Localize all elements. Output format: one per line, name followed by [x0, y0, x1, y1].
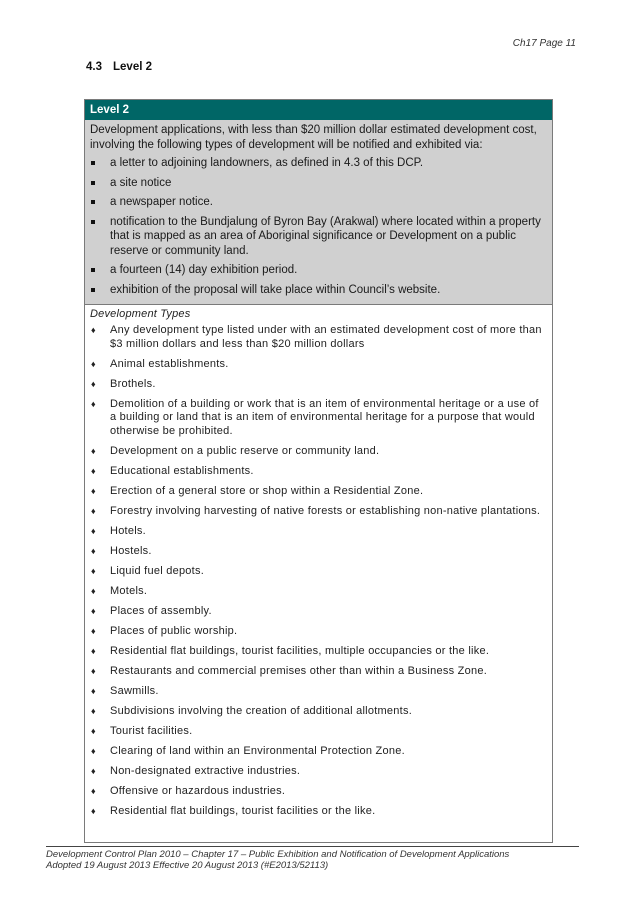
- page-reference: Ch17 Page 11: [512, 38, 576, 49]
- development-type-item: [90, 605, 547, 619]
- notification-text: exhibition of the proposal will take place within Council’s website.: [110, 283, 441, 296]
- footer-line-1: Development Control Plan 2010 – Chapter 17 – Public Exhibition and Notification of Development Applications: [46, 849, 510, 860]
- diamond-bullet-icon: ♦: [91, 445, 96, 456]
- diamond-bullet-icon: ♦: [91, 665, 96, 676]
- development-type-item: [90, 665, 547, 679]
- development-type-item: [90, 645, 547, 659]
- table-header: Level 2: [85, 100, 552, 120]
- notification-item: [90, 195, 547, 210]
- development-type-item: [90, 398, 547, 439]
- development-type-item: [90, 445, 547, 459]
- requirements-intro: Development applications, with less than $20 million dollar estimated development cost, involving the following types of development will be notified and exhibited via:: [90, 124, 537, 151]
- development-type-item: [90, 545, 547, 559]
- diamond-bullet-icon: ♦: [91, 565, 96, 576]
- section-title: Level 2: [113, 61, 152, 73]
- development-type-item: [90, 705, 547, 719]
- development-type-text: Hostels.: [110, 544, 152, 557]
- development-type-text: Subdivisions involving the creation of additional allotments.: [110, 704, 413, 717]
- notification-text: a fourteen (14) day exhibition period.: [110, 264, 298, 276]
- development-type-text: Development on a public reserve or community land.: [110, 444, 380, 457]
- diamond-bullet-icon: ♦: [91, 358, 96, 369]
- diamond-bullet-icon: ♦: [91, 805, 96, 816]
- development-type-item: [90, 485, 547, 499]
- diamond-bullet-icon: ♦: [91, 485, 96, 496]
- development-type-item: [90, 805, 547, 819]
- square-bullet-icon: [91, 161, 95, 165]
- development-type-item: [90, 505, 547, 519]
- diamond-bullet-icon: ♦: [91, 545, 96, 556]
- diamond-bullet-icon: ♦: [91, 505, 96, 516]
- diamond-bullet-icon: ♦: [91, 465, 96, 476]
- footer-line-2: Adopted 19 August 2013 Effective 20 August 2013 (#E2013/52113): [46, 860, 329, 871]
- development-type-text: Residential flat buildings, tourist facilities or the like.: [110, 804, 376, 817]
- development-type-text: Motels.: [110, 584, 148, 597]
- square-bullet-icon: [91, 288, 95, 292]
- page-footer: [46, 849, 509, 871]
- development-type-text: Demolition of a building or work that is an item of environmental heritage or a use of a building or land that is an item of environmental heritage for a purpose that would otherwise be prohibited.: [110, 397, 539, 437]
- notification-text: a newspaper notice.: [110, 196, 213, 208]
- development-types-title: Development Types: [90, 308, 191, 320]
- notification-item: [90, 156, 547, 171]
- development-type-text: Restaurants and commercial premises other than within a Business Zone.: [110, 664, 488, 677]
- development-type-item: [90, 324, 547, 351]
- development-type-text: Educational establishments.: [110, 464, 254, 477]
- development-type-text: Liquid fuel depots.: [110, 564, 205, 577]
- section-number: 4.3: [86, 61, 102, 73]
- notification-text: a letter to adjoining landowners, as defined in 4.3 of this DCP.: [110, 157, 424, 169]
- development-type-item: [90, 565, 547, 579]
- diamond-bullet-icon: ♦: [91, 625, 96, 636]
- development-type-item: [90, 585, 547, 599]
- diamond-bullet-icon: ♦: [91, 585, 96, 596]
- development-type-item: [90, 625, 547, 639]
- diamond-bullet-icon: ♦: [91, 325, 96, 335]
- diamond-bullet-icon: ♦: [91, 645, 96, 656]
- development-type-text: Non-designated extractive industries.: [110, 764, 301, 777]
- development-type-text: Forestry involving harvesting of native forests or establishing non-native plantations.: [110, 504, 541, 517]
- development-type-text: Tourist facilities.: [110, 724, 193, 737]
- development-type-item: [90, 465, 547, 479]
- development-type-item: [90, 525, 547, 539]
- diamond-bullet-icon: ♦: [91, 398, 96, 409]
- notification-item: [90, 215, 547, 259]
- development-type-text: Clearing of land within an Environmental Protection Zone.: [110, 744, 405, 757]
- diamond-bullet-icon: ♦: [91, 378, 96, 389]
- diamond-bullet-icon: ♦: [91, 765, 96, 776]
- development-type-item: [90, 358, 547, 372]
- development-type-item: [90, 725, 547, 739]
- development-type-text: Offensive or hazardous industries.: [110, 784, 286, 797]
- diamond-bullet-icon: ♦: [91, 605, 96, 616]
- development-type-item: [90, 745, 547, 759]
- notification-text: notification to the Bundjalung of Byron Bay (Arakwal) where located within a property that is mapped as an area of Aboriginal significance or Development on a public reserve or community land.: [110, 215, 541, 257]
- development-types-list: [90, 324, 547, 818]
- notification-item: [90, 176, 547, 191]
- development-type-text: Residential flat buildings, tourist facilities, multiple occupancies or the like.: [110, 644, 490, 657]
- square-bullet-icon: [91, 268, 95, 272]
- square-bullet-icon: [91, 200, 95, 204]
- development-type-text: Brothels.: [110, 377, 156, 390]
- development-type-item: [90, 378, 547, 392]
- section-heading: [86, 61, 152, 73]
- notification-list: [90, 156, 547, 297]
- diamond-bullet-icon: ♦: [91, 745, 96, 756]
- square-bullet-icon: [91, 181, 95, 185]
- square-bullet-icon: [91, 220, 95, 224]
- development-type-text: Animal establishments.: [110, 357, 229, 370]
- development-type-item: [90, 765, 547, 779]
- diamond-bullet-icon: ♦: [91, 725, 96, 736]
- development-type-text: Places of public worship.: [110, 624, 238, 637]
- diamond-bullet-icon: ♦: [91, 525, 96, 536]
- diamond-bullet-icon: ♦: [91, 685, 96, 696]
- development-type-text: Hotels.: [110, 524, 146, 537]
- notification-item: [90, 263, 547, 278]
- level-2-table: [84, 99, 553, 843]
- notification-text: a site notice: [110, 176, 172, 189]
- development-type-text: Sawmills.: [110, 684, 159, 697]
- diamond-bullet-icon: ♦: [91, 785, 96, 796]
- footer-divider: [46, 846, 579, 847]
- development-type-item: [90, 685, 547, 699]
- notification-item: [90, 283, 547, 298]
- development-type-text: Places of assembly.: [110, 604, 212, 617]
- notification-requirements: [85, 120, 552, 305]
- development-types-section: [85, 305, 552, 818]
- development-type-item: [90, 785, 547, 799]
- development-type-text: Erection of a general store or shop within a Residential Zone.: [110, 484, 424, 497]
- development-type-text: Any development type listed under with an estimated development cost of more than $3 million dollars and less than $20 million dollars: [110, 324, 542, 350]
- diamond-bullet-icon: ♦: [91, 705, 96, 716]
